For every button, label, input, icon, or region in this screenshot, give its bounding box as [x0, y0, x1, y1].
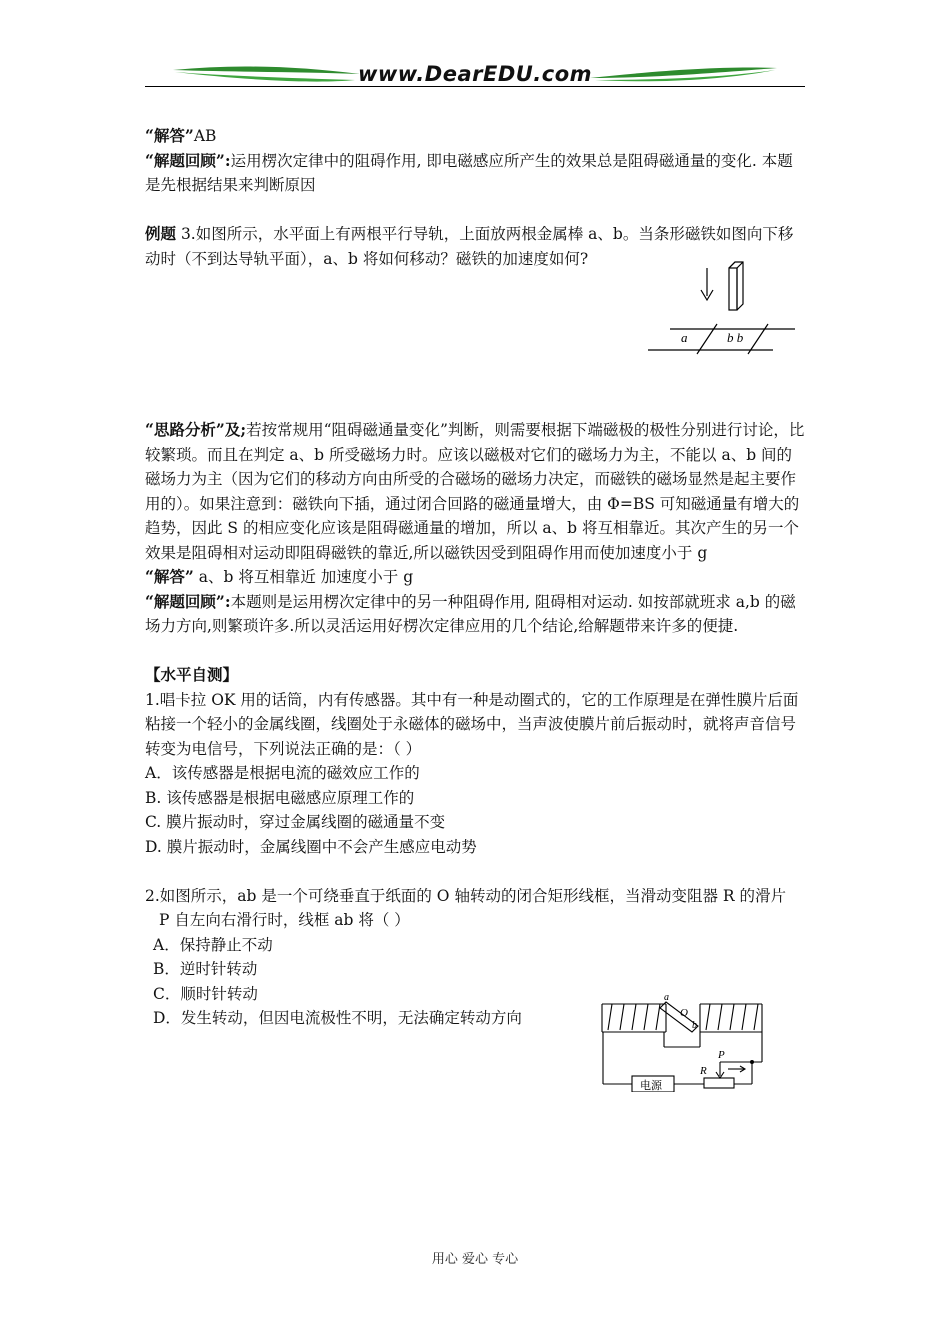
label-b: b: [692, 1020, 697, 1031]
answer-text-2: a、b 将互相靠近 加速度小于 g: [193, 568, 414, 586]
review-1: [145, 149, 807, 198]
question-2-stem-line1: 2.如图所示，ab 是一个可绕垂直于纸面的 O 轴转动的闭合矩形线框，当滑动变阻器 R 的滑片: [145, 886, 786, 905]
review-label-2: “解题回顾”:: [145, 591, 231, 611]
magnet-rails-figure: [645, 256, 800, 356]
example-label: 例题: [145, 224, 177, 243]
rheostat-r: [704, 1078, 734, 1088]
example-text: 3.如图所示，水平面上有两根平行导轨，上面放两根金属棒 a、b。当条形磁铁如图向下移动时（不到达导轨平面），a、b 将如何移动？磁铁的加速度如何?: [145, 225, 794, 268]
q2-option-c: C．顺时针转动: [153, 984, 258, 1003]
analysis-label: “思路分析”及;: [145, 420, 247, 439]
bar-magnet: [729, 268, 737, 310]
q2-option-b: B．逆时针转动: [153, 960, 258, 978]
q2-option-a: A．保持静止不动: [153, 935, 273, 954]
label-p: P: [718, 1049, 725, 1061]
q1-option-b: B. 该传感器是根据电磁感应原理工作的: [145, 788, 415, 807]
bar-magnet-side: [729, 262, 743, 310]
answer-2: [145, 565, 807, 590]
label-a: a: [664, 992, 669, 1003]
answer-label-2: “解答”: [145, 567, 194, 586]
question-2-stem-line2: P 自左向右滑行时，线框 ab 将（ ）: [159, 911, 410, 929]
analysis-text: 若按常规用“阻碍磁通量变化”判断，则需要根据下端磁极的极性分别进行讨论，比较繁琐。而且在判定 a、b 所受磁场力时。应该以磁极对它们的磁场力为主，不能以 a、b 间的磁场力为主（因为它们的移动方向由所受的合磁场的磁场力决定，而磁铁的磁场显然是起主要作用的）。如果注意到：磁铁向下插，通过闭合回路的磁通量增大，由 Φ=BS 可知磁通量有增大的趋势，因此 S 的相应变化应该是阻碍磁通量的增加，所以 a、b 将互相靠近。其次产生的另一个效果是阻碍相对运动即阻碍磁铁的靠近,所以磁铁因受到阻碍作用而使加速度小于 g: [145, 421, 805, 562]
answer-1: [145, 124, 807, 149]
label-a: a: [681, 330, 688, 345]
answer-label: “解答”: [145, 126, 194, 145]
label-o: O: [680, 1007, 688, 1019]
answer-text: AB: [193, 127, 217, 145]
header-rule: [145, 86, 805, 87]
q1-option-a: A．该传感器是根据电流的磁效应工作的: [145, 764, 420, 782]
review-label: “解题回顾”:: [145, 150, 231, 170]
review-text-2: 本题则是运用楞次定律中的另一种阻碍作用, 阻碍相对运动. 如按部就班求 a,b 的磁场力方向,则繁琐许多.所以灵活运用好楞次定律应用的几个结论,给解题带来许多的便捷.: [145, 592, 796, 635]
power-source-label: 电源: [640, 1079, 662, 1092]
page-footer: 用心 爱心 专心: [431, 1252, 519, 1267]
coil-circuit-figure: [600, 992, 765, 1092]
review-2: [145, 590, 807, 639]
q1-option-c: C. 膜片振动时，穿过金属线圈的磁通量不变: [145, 813, 446, 831]
site-url-logo: www.DearEDU.com: [357, 62, 593, 86]
self-test-heading: 【水平自测】: [145, 665, 239, 684]
label-bb: b b: [727, 330, 744, 345]
q2-option-d: D．发生转动，但因电流极性不明，无法确定转动方向: [153, 1009, 522, 1027]
label-r: R: [700, 1065, 707, 1077]
review-text: 运用楞次定律中的阻碍作用, 即电磁感应所产生的效果总是阻碍磁通量的变化. 本题是先根据结果来判断原因: [145, 151, 793, 194]
question-1-stem: 1.唱卡拉 OK 用的话筒，内有传感器。其中有一种是动圈式的，它的工作原理是在弹性膜片后面粘接一个轻小的金属线圈，线圈处于永磁体的磁场中，当声波使膜片前后振动时，就将声音信号转变为电信号，下列说法正确的是：（ ）: [145, 690, 799, 758]
q1-option-d: D. 膜片振动时，金属线圈中不会产生感应电动势: [145, 837, 477, 856]
analysis-paragraph: [145, 418, 807, 565]
